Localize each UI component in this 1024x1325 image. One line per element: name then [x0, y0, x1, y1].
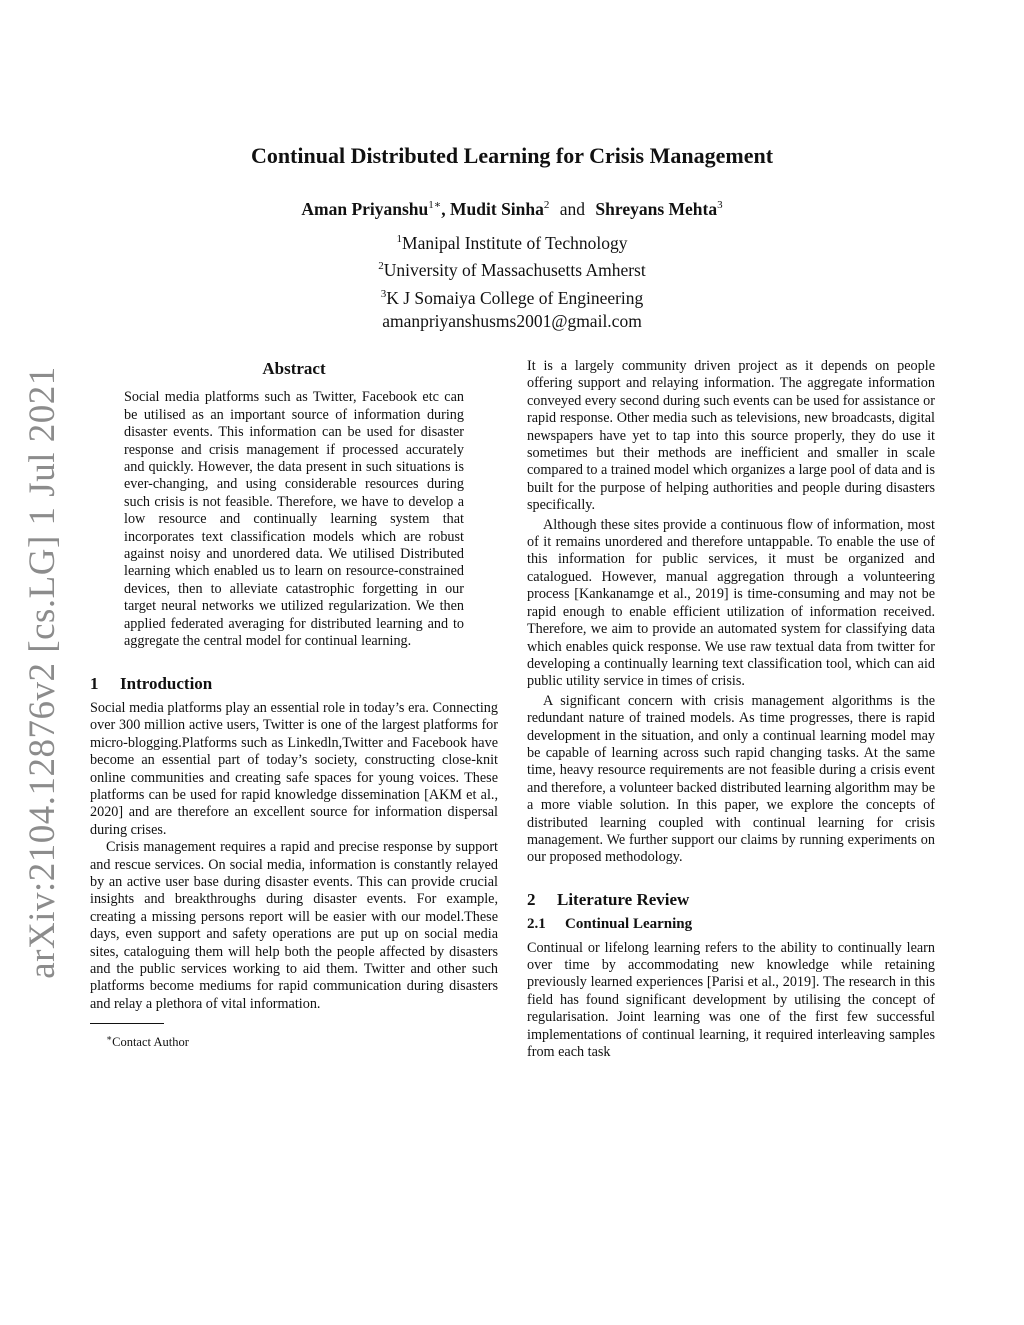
footnote-mark: ∗ [106, 1033, 113, 1044]
affiliation-text: K J Somaiya College of Engineering [386, 287, 644, 308]
paragraph: A significant concern with crisis management algorithms is the redundant nature of trained models. As time progresses, there is rapid development in the situation, and only a continual learning model may be capable of learning across such rapid changing tasks. At the same time, heavy resource requirements are not feasible during a crisis event and therefore, a volunteer backed distributed learning algorithm may be a more viable solution. In this paper, we explore the concepts of distributed learning coupled with continual learning for crisis management. We further support our claims by running experiments on our proposed methodology. [527, 692, 935, 866]
subsection-number: 2.1 [527, 916, 546, 933]
author-name: Shreyans Mehta [595, 198, 718, 219]
abstract-text: Social media platforms such as Twitter, Facebook etc can be utilised as an important source of information during disaster events. This information can be used for disaster response and crisis management if processed accurately and quickly. However, the data present in such situations is ever-changing, and using considerable resources during such crisis is not feasible. Therefore, we have to develop a low resource and continually learning system that incorporates text classification models which are robust against noisy and unordered data. We utilised Distributed learning which enabled us to learn on resource-constrained devices, then to alleviate catastrophic forgetting in our target neural networks we utilized regularization. We then applied federated averaging for distributed learning and to aggregate the central model for continual learning. [124, 389, 464, 650]
section-title: Introduction [120, 673, 213, 693]
footnote-rule [90, 1023, 164, 1024]
right-column [527, 358, 935, 1061]
author-superscript: 3 [717, 199, 723, 211]
affiliation-line [0, 283, 1024, 310]
abstract-heading: Abstract [262, 359, 326, 378]
contact-email: amanpriyanshusms2001@gmail.com [382, 310, 642, 331]
section-heading [90, 675, 498, 692]
paper-title: Continual Distributed Learning for Crisis Management [250, 143, 774, 168]
author-name: Mudit Sinha [450, 198, 544, 219]
affiliation-line [0, 228, 1024, 255]
paragraph: It is a largely community driven project as it depends on people offering support and relaying information. The aggregate information conveyed every second during such events can be used for assistance or rapid response. Other media such as televisions, new broadcasts, digital newspapers have yet to tap into this source properly, they do use it sometimes but their methods are inefficient and smaller in scale compared to a trained model which organizes a large pool of data and is built for the purpose of helping authorities and people during disasters specifically. [527, 358, 936, 514]
author-conjunction: and [559, 198, 586, 219]
affiliation-text: Manipal Institute of Technology [402, 232, 628, 253]
subsection-heading [527, 916, 935, 933]
author-superscript: 1∗ [428, 199, 442, 211]
affiliation-superscript: 1 [396, 233, 403, 245]
footnote [90, 1030, 498, 1052]
affiliation-superscript: 3 [380, 287, 387, 300]
arxiv-side-stamp [12, 366, 72, 979]
subsection-title: Continual Learning [565, 916, 693, 933]
author-name: Aman Priyanshu [301, 198, 429, 219]
affiliation-text: University of Massachusetts Amherst [383, 260, 646, 281]
affiliation-line [0, 255, 1024, 282]
left-column [90, 358, 498, 1052]
paragraph: Although these sites provide a continuous flow of information, most of it remains unordered and therefore untappable. To enable the use of this information for public services, it must be organized and catalogued. However, manual aggregation through a volunteering process [Kankanamge et al., 2019] is time-consuming and may not be rapid enough to enable efficient utilization of information received. Therefore, we aim to provide an automated system for classifying data which enables quick response. We use raw textual data from twitter for developing a continually learning text classification tool, which can aid public utility service in times of crisis. [527, 516, 935, 690]
affiliations [0, 228, 1024, 333]
author-separator: , [441, 198, 446, 219]
paragraph: Continual or lifelong learning refers to the ability to continually learn over time by accommodating new knowledge while retaining previously learned experiences [Parisi et al., 2019]. The research in this field has found significant development by utilising the concept of regularisation. Joint learning was one of the first few successful implementations of continual learning, it required interleaving samples from each task [527, 939, 935, 1061]
section-heading [527, 891, 935, 908]
paragraph: Crisis management requires a rapid and precise response by support and rescue services. On social media, information is constantly relayed by an active user base during disaster events. This can provide crucial insights and breakthroughs during disaster events. For example, creating a missing persons report will be easier with our model.These days, even support and safety operations are put up on social media sites, cataloguing them will help both the people affected by disasters and the public services working to aid them. Twitter and other such platforms become mediums for rapid communication during disasters and relay a plethora of vital information. [90, 839, 498, 1012]
paragraph: Social media platforms play an essential role in today’s era. Connecting over 300 million active users, Twitter is one of the largest platforms for micro-blogging.Platforms such as Linkedln,Twitter and Facebook have become an essential part of today’s society, constructing close-knit online communities and creating safe spaces for young voices. These platforms can be used for rapid knowledge dissemination [AKM et al., 2020] and are therefore an excellent source for information dispersal during crises. [90, 699, 498, 838]
footnote-text: Contact Author [112, 1035, 189, 1050]
arxiv-identifier: arXiv:2104.12876v2 [cs.LG] 1 Jul 2021 [21, 366, 63, 979]
section-number: 1 [90, 673, 99, 693]
affiliation-superscript: 2 [378, 260, 384, 273]
section-number: 2 [527, 889, 536, 909]
author-line [0, 198, 1024, 220]
author-superscript: 2 [543, 199, 550, 211]
section-title: Literature Review [557, 889, 690, 909]
